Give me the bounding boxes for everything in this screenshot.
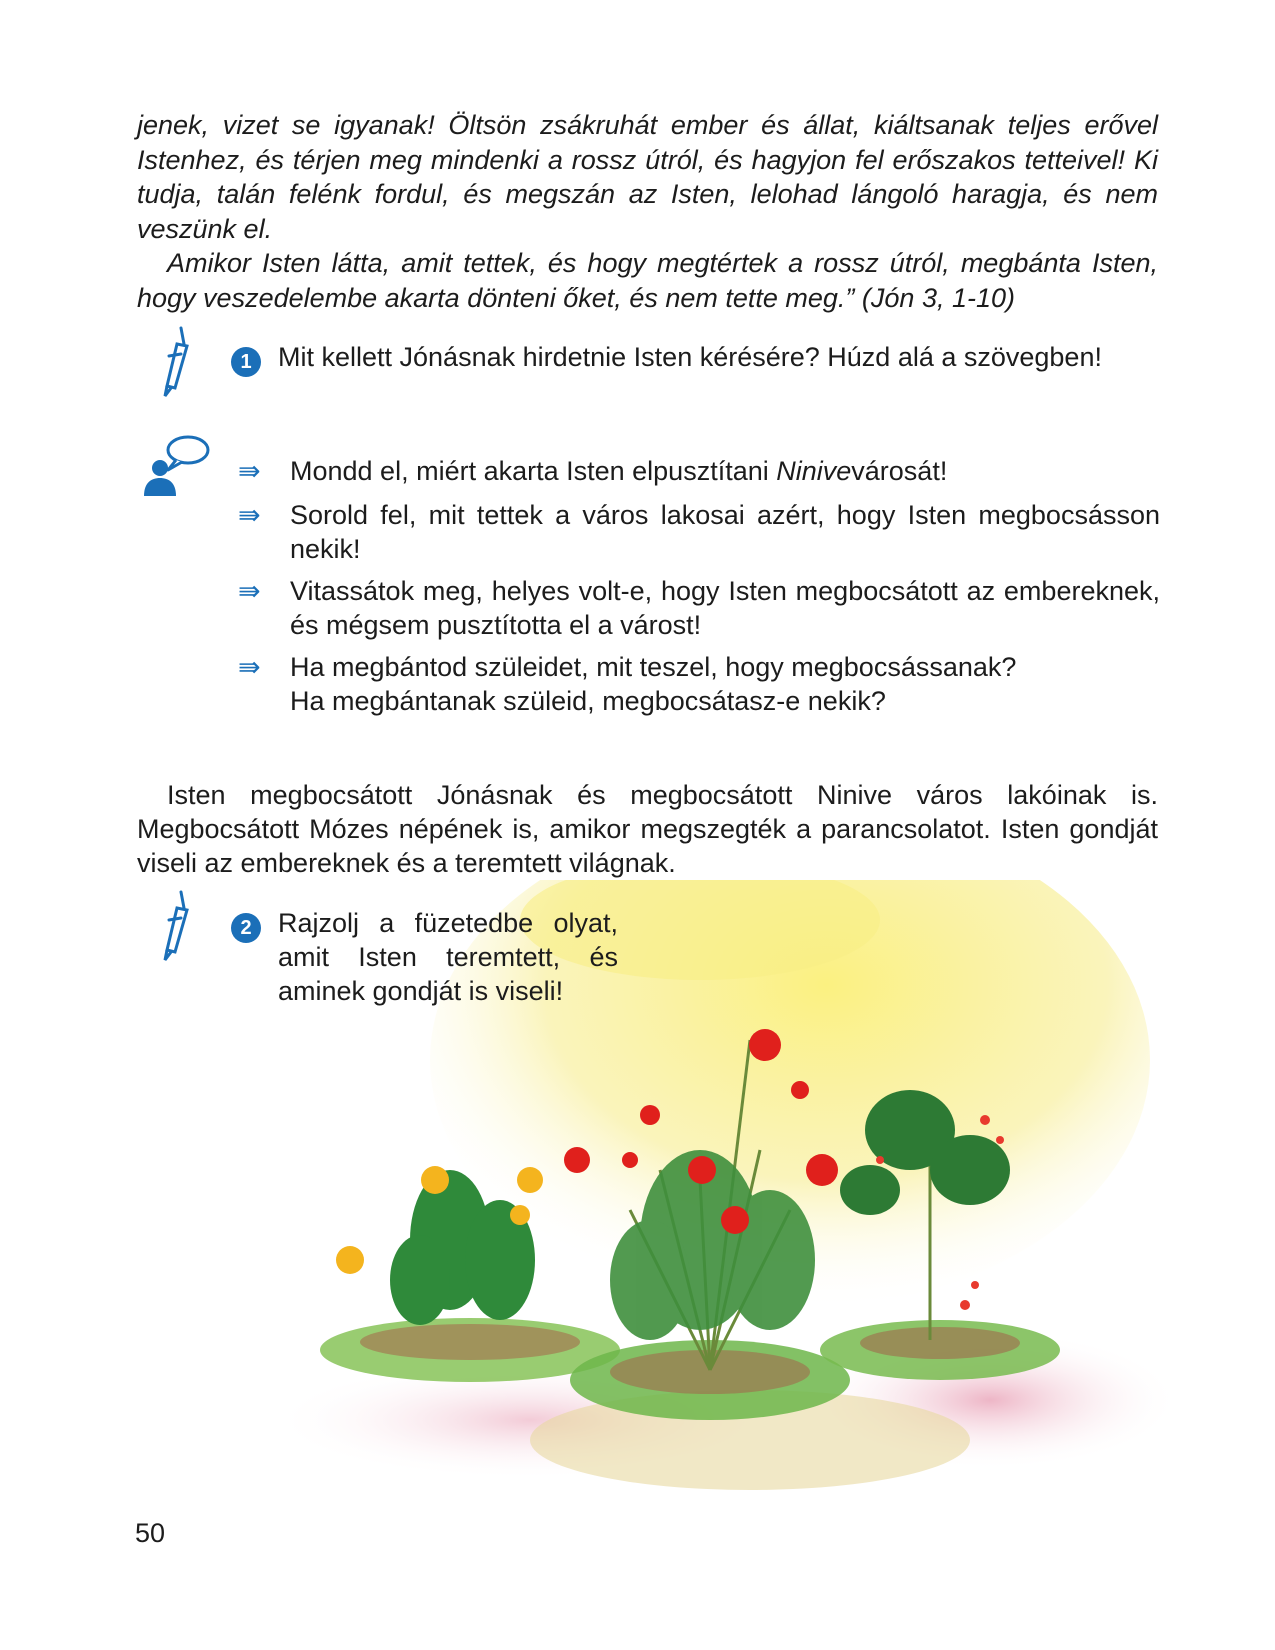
page-number: 50 <box>135 1518 166 1548</box>
quote-paragraph-1: jenek, vizet se igyanak! Öltsön zsákruhát ember és állat, kiáltsanak teljes erővel Istenhez, és térjen meg mindenki a rossz útról, és hagyjon fel erőszakos tetteivel! Ki tudja, talán felénk fordul, és megszán az Isten, lelohad lángoló haragja, és nem veszünk el. <box>137 110 1158 244</box>
speech-person-icon <box>142 434 212 498</box>
city-name: Ninive <box>776 456 852 486</box>
task-2-text: Rajzolj a füzetedbe olyat, amit Isten teremtett, és aminek gondját is viseli! <box>278 908 618 1006</box>
summary-paragraph: Isten megbocsátott Jónásnak és megbocsátott Ninive város lakóinak is. Megbocsátott Mózes népének is, amikor megszegték a parancsolatot. Isten gondját viseli az embereknek és a teremtett világnak. <box>137 780 1158 878</box>
pen-icon <box>155 326 195 398</box>
arrow-icon: ⇛ <box>238 576 261 606</box>
task-number-badge: 2 <box>231 913 261 943</box>
arrow-icon: ⇛ <box>238 652 261 682</box>
arrow-icon: ⇛ <box>238 500 261 530</box>
task-number-badge: 1 <box>231 347 261 377</box>
arrow-icon: ⇛ <box>238 456 261 486</box>
pen-icon <box>155 890 195 962</box>
task-1-text: Mit kellett Jónásnak hirdetnie Isten kérésére? Húzd alá a szövegben! <box>278 342 1102 372</box>
quote-paragraph-2: Amikor Isten látta, amit tettek, és hogy megtértek a rossz útról, megbánta Isten, hogy veszedelembe akarta dönteni őket, és nem tette meg.” (Jón 3, 1-10) <box>137 248 1158 313</box>
bible-quote <box>137 108 1158 315</box>
